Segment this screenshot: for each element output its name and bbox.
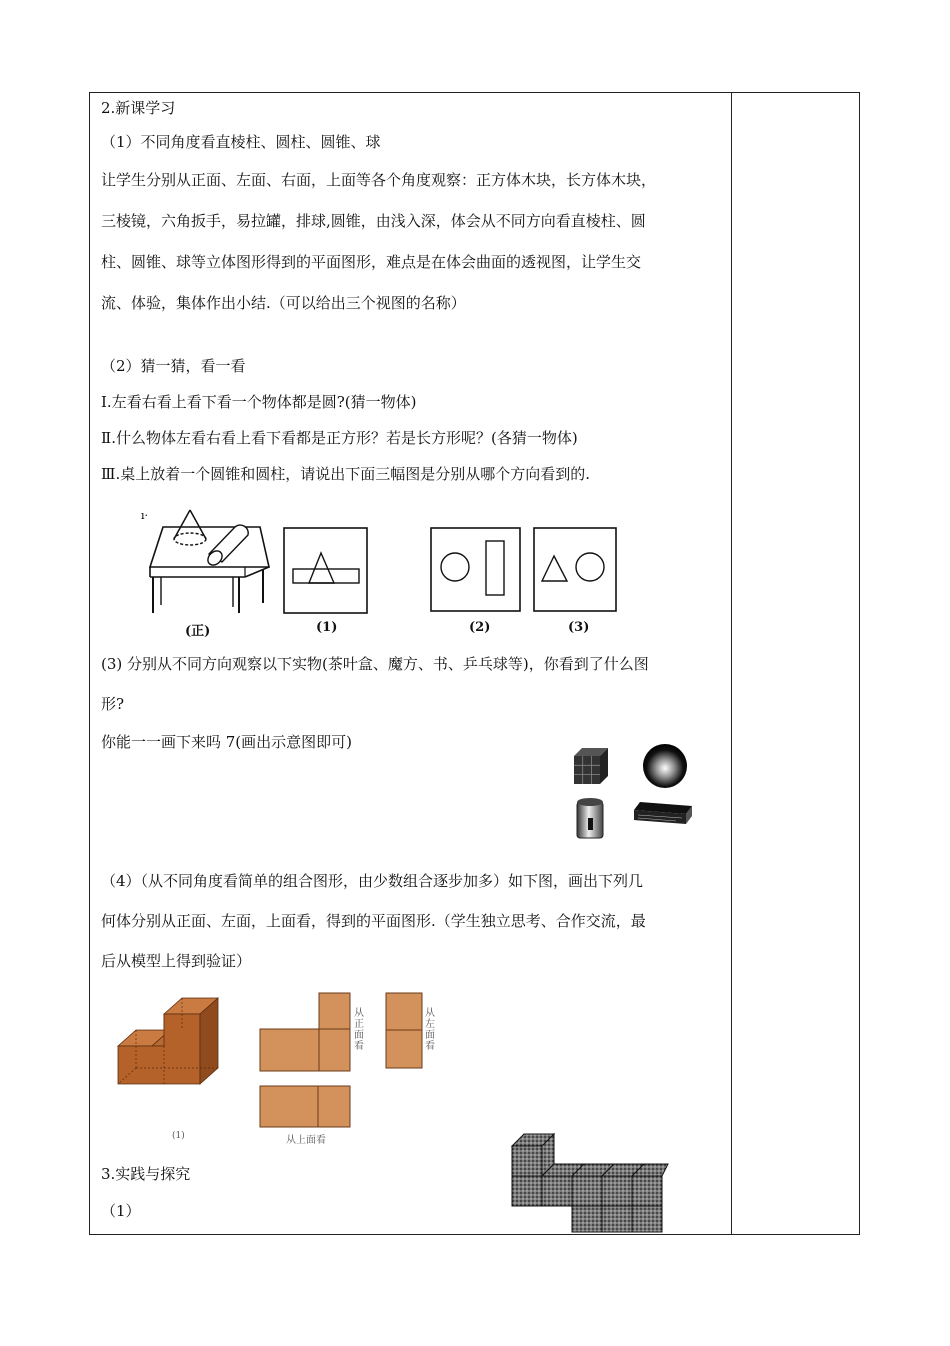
view-2-figure [430, 527, 521, 612]
figure-caption: (1) [172, 1131, 185, 1141]
paragraph-line: (3) 分别从不同方向观察以下实物(茶叶盒、魔方、书、乒乓球等)，你看到了什么图 [101, 655, 649, 673]
question-1: Ⅰ.左看右看上看下看一个物体都是圆?(猜一物体) [101, 393, 417, 411]
paragraph-line: 柱、圆锥、球等立体图形得到的平面图形，难点是在体会曲面的透视图，让学生交 [101, 253, 642, 271]
table-cone-cylinder-figure [135, 507, 270, 617]
paragraph-line: 何体分别从正面、左面，上面看，得到的平面图形.（学生独立思考、合作交流，最 [101, 912, 646, 930]
ping-pong-ball-icon [643, 744, 687, 788]
l-shaped-solid-figure [112, 996, 224, 1088]
item-label: （1） [101, 1202, 141, 1220]
subsection-title: （2）猜一猜，看一看 [101, 357, 246, 375]
table-column-divider [731, 92, 732, 1235]
question-3: Ⅲ.桌上放着一个圆锥和圆柱，请说出下面三幅图是分别从哪个方向看到的. [101, 465, 591, 483]
section-heading: 2.新课学习 [101, 99, 176, 117]
figure-caption: (3) [568, 620, 590, 635]
tea-can-icon [577, 798, 603, 838]
view-1-figure [283, 527, 368, 614]
figure-caption: (1) [316, 620, 338, 635]
front-view-label: 从正面看 [354, 1008, 364, 1052]
section-heading: 3.实践与探究 [101, 1165, 191, 1183]
book-icon [634, 802, 692, 824]
figure-caption: (正) [185, 624, 211, 639]
paragraph-line: 让学生分别从正面、左面、右面，上面等各个角度观察：正方体木块，长方体木块， [101, 171, 657, 189]
svg-text:ı·: ı· [141, 509, 149, 522]
stacked-cubes-figure [508, 1124, 668, 1234]
paragraph-line: 形? [101, 695, 125, 713]
left-view-label: 从左面看 [425, 1008, 435, 1052]
rubiks-cube-icon [574, 748, 608, 784]
front-view-figure [259, 992, 351, 1072]
question-2: Ⅱ.什么物体左看右看上看下看都是正方形？若是长方形呢？(各猜一物体) [101, 429, 578, 447]
real-objects-photo [568, 744, 694, 840]
paragraph-line: （4）（从不同角度看简单的组合图形，由少数组合逐步加多）如下图，画出下列几 [101, 872, 644, 890]
view-3-figure [533, 527, 617, 612]
left-view-figure [385, 992, 423, 1069]
top-view-label: 从上面看 [286, 1135, 326, 1146]
subsection-title: （1）不同角度看直棱柱、圆柱、圆锥、球 [101, 133, 381, 151]
paragraph-line: 流、体验，集体作出小结.（可以给出三个视图的名称） [101, 294, 466, 312]
figure-caption: (2) [469, 620, 491, 635]
paragraph-line: 后从模型上得到验证） [101, 952, 252, 970]
paragraph-line: 三棱镜，六角扳手，易拉罐，排球,圆锥，由浅入深，体会从不同方向看直棱柱、圆 [101, 212, 646, 230]
top-view-figure [259, 1085, 351, 1128]
paragraph-line: 你能一一画下来吗 7(画出示意图即可) [101, 733, 353, 751]
